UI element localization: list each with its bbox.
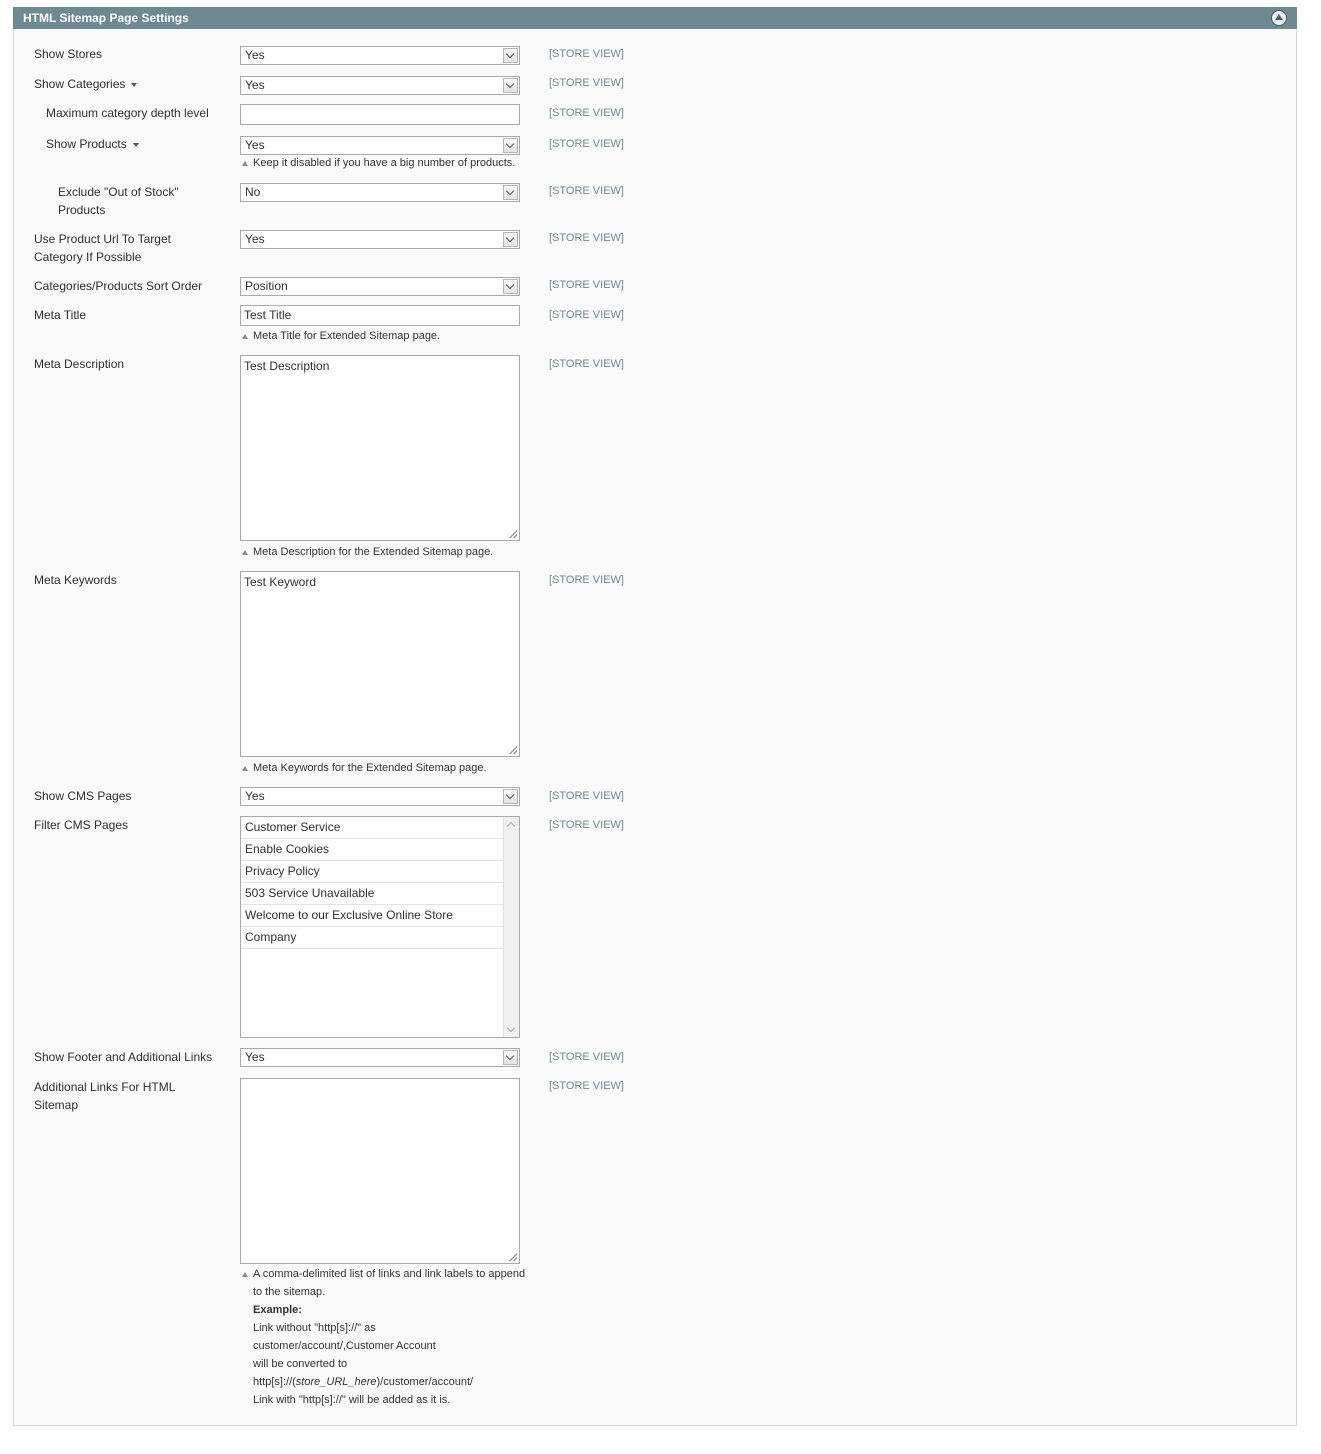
show-cms-pages-select[interactable] (240, 787, 520, 806)
collapse-icon[interactable] (1271, 10, 1287, 26)
additional-links-note-6: http[s]://(store_URL_here)/customer/account/ (253, 1376, 474, 1388)
note-arrow-icon (242, 161, 248, 166)
meta-title-input[interactable]: Test Title (240, 305, 520, 326)
use-product-url-label-1: Use Product Url To Target (34, 232, 171, 246)
use-product-url-value: Yes (245, 232, 265, 246)
chevron-down-icon[interactable] (503, 789, 518, 804)
cms-page-option[interactable]: Company (241, 927, 503, 949)
scope-show-cms-pages: [STORE VIEW] (549, 790, 624, 802)
use-product-url-label-2: Category If Possible (34, 250, 142, 264)
additional-links-note-2: to the sitemap. (253, 1286, 326, 1298)
additional-links-note-1: A comma-delimited list of links and link labels to append (253, 1268, 526, 1280)
meta-keywords-textarea[interactable] (240, 571, 520, 757)
meta-description-value: Test Description (244, 359, 330, 373)
note-arrow-icon (242, 334, 248, 339)
scope-filter-cms-pages: [STORE VIEW] (549, 819, 624, 831)
additional-links-label-2: Sitemap (34, 1098, 79, 1112)
meta-title-label: Meta Title (34, 308, 87, 322)
additional-links-textarea[interactable] (240, 1078, 520, 1264)
exclude-oos-label-1: Exclude "Out of Stock" (58, 185, 179, 199)
meta-title-note: Meta Title for Extended Sitemap page. (253, 330, 441, 342)
filter-cms-pages-label: Filter CMS Pages (34, 818, 129, 832)
chevron-down-icon[interactable] (503, 78, 518, 93)
filter-cms-pages-multiselect[interactable] (240, 816, 520, 1038)
show-footer-links-select[interactable] (240, 1048, 520, 1067)
scope-additional-links: [STORE VIEW] (549, 1080, 624, 1092)
scope-meta-description: [STORE VIEW] (549, 358, 624, 370)
meta-description-textarea[interactable] (240, 355, 520, 541)
additional-links-note-4: customer/account/,Customer Account (253, 1340, 436, 1352)
cms-page-option[interactable]: 503 Service Unavailable (241, 883, 503, 905)
max-depth-input[interactable] (240, 104, 520, 125)
scope-meta-keywords: [STORE VIEW] (549, 574, 624, 586)
chevron-down-icon[interactable] (503, 279, 518, 294)
resize-grip-icon[interactable] (509, 1253, 517, 1261)
show-stores-select[interactable] (240, 46, 520, 65)
show-categories-value: Yes (245, 78, 265, 92)
sort-order-value: Position (245, 279, 288, 293)
caret-down-icon (133, 143, 139, 147)
sitemap-settings-section (13, 7, 1297, 1426)
show-products-label: Show Products (46, 135, 139, 153)
meta-keywords-value: Test Keyword (244, 575, 317, 589)
section-body (13, 29, 1297, 1426)
show-footer-links-value: Yes (245, 1050, 265, 1064)
meta-keywords-label: Meta Keywords (34, 573, 117, 587)
additional-links-note-3: Link without "http[s]://" as (253, 1322, 376, 1334)
note-arrow-icon (242, 550, 248, 555)
scrollbar[interactable] (503, 817, 519, 1037)
scope-meta-title: [STORE VIEW] (549, 309, 624, 321)
show-categories-label: Show Categories (34, 75, 137, 93)
show-products-value: Yes (245, 138, 265, 152)
chevron-down-icon[interactable] (503, 1050, 518, 1065)
scroll-up-icon[interactable] (507, 822, 515, 830)
resize-grip-icon[interactable] (509, 746, 517, 754)
use-product-url-select[interactable] (240, 230, 520, 249)
cms-page-option[interactable]: Welcome to our Exclusive Online Store (241, 905, 503, 927)
scope-sort-order: [STORE VIEW] (549, 279, 624, 291)
caret-down-icon (131, 83, 137, 87)
note-arrow-icon (242, 1272, 248, 1277)
additional-links-note-7: Link with "http[s]://" will be added as it is. (253, 1394, 451, 1406)
show-stores-label: Show Stores (34, 47, 103, 61)
meta-keywords-note: Meta Keywords for the Extended Sitemap page. (253, 762, 487, 774)
chevron-down-icon[interactable] (503, 138, 518, 153)
show-stores-value: Yes (245, 48, 265, 62)
exclude-oos-value: No (245, 185, 261, 199)
scope-use-product-url: [STORE VIEW] (549, 232, 624, 244)
chevron-down-icon[interactable] (503, 48, 518, 63)
section-title: HTML Sitemap Page Settings (23, 11, 189, 25)
section-header[interactable] (13, 7, 1297, 29)
scope-show-stores: [STORE VIEW] (549, 48, 624, 60)
meta-description-label: Meta Description (34, 357, 125, 371)
meta-description-note: Meta Description for the Extended Sitemap page. (253, 546, 494, 558)
scope-max-depth: [STORE VIEW] (549, 107, 624, 119)
scroll-down-icon[interactable] (507, 1024, 515, 1032)
show-cms-pages-value: Yes (245, 789, 265, 803)
scope-show-footer-links: [STORE VIEW] (549, 1051, 624, 1063)
note-arrow-icon (242, 766, 248, 771)
chevron-down-icon[interactable] (503, 232, 518, 247)
cms-page-option[interactable]: Enable Cookies (241, 839, 503, 861)
sort-order-label: Categories/Products Sort Order (34, 279, 203, 293)
show-footer-links-label: Show Footer and Additional Links (34, 1050, 213, 1064)
scope-show-products: [STORE VIEW] (549, 138, 624, 150)
chevron-down-icon[interactable] (503, 185, 518, 200)
exclude-oos-label-2: Products (58, 203, 106, 217)
exclude-oos-select[interactable] (240, 183, 520, 202)
show-categories-select[interactable] (240, 76, 520, 95)
scope-exclude-oos: [STORE VIEW] (549, 185, 624, 197)
sort-order-select[interactable] (240, 277, 520, 296)
show-products-select[interactable] (240, 136, 520, 155)
cms-page-option[interactable]: Privacy Policy (241, 861, 503, 883)
cms-page-option[interactable]: Customer Service (241, 817, 503, 839)
additional-links-note-example: Example: (253, 1304, 302, 1316)
additional-links-label-1: Additional Links For HTML (34, 1080, 176, 1094)
show-cms-pages-label: Show CMS Pages (34, 789, 132, 803)
resize-grip-icon[interactable] (509, 530, 517, 538)
additional-links-note-5: will be converted to (253, 1358, 348, 1370)
max-depth-label: Maximum category depth level (46, 106, 209, 120)
show-products-note: Keep it disabled if you have a big number of products. (253, 157, 516, 169)
scope-show-categories: [STORE VIEW] (549, 77, 624, 89)
